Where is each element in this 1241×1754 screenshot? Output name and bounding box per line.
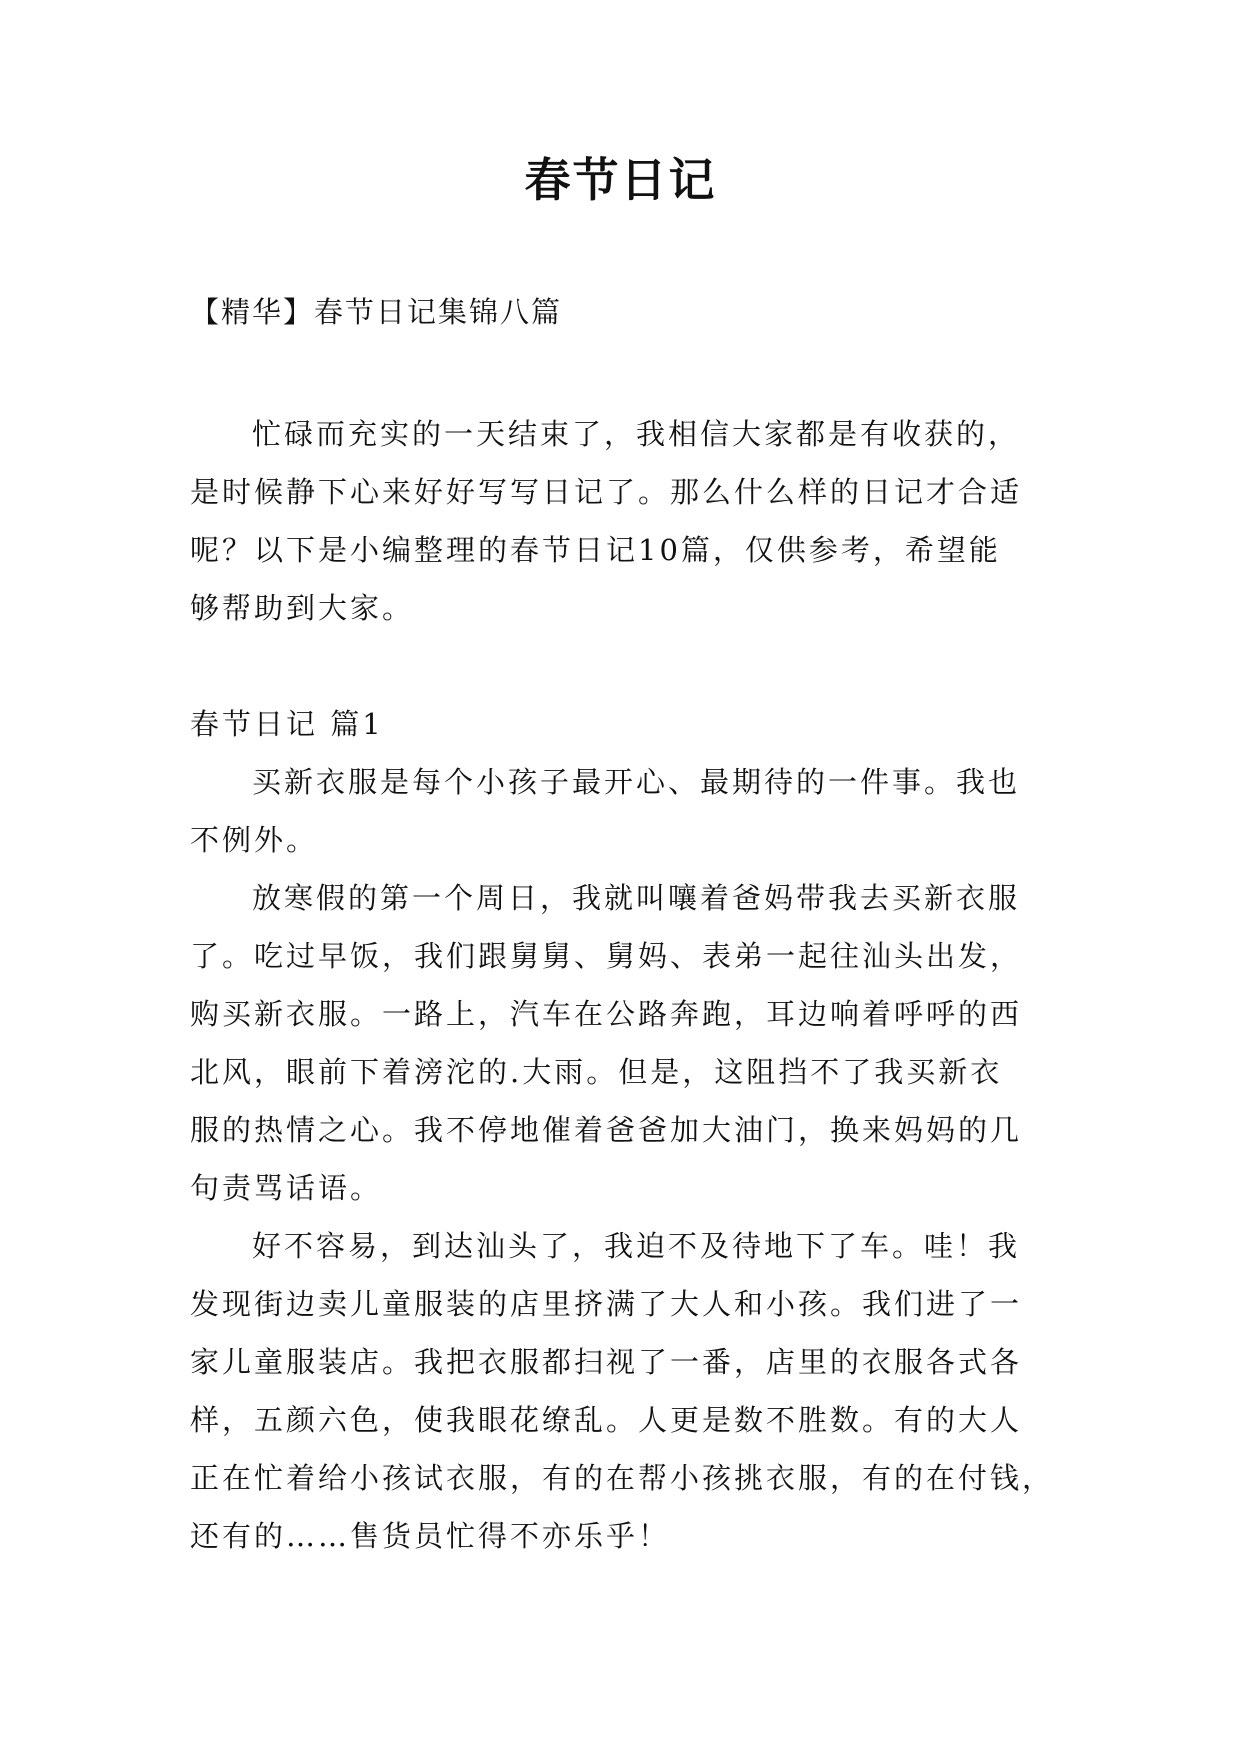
intro-paragraph — [190, 405, 1060, 637]
paragraph-line: 好不容易，到达汕头了，我迫不及待地下了车。哇！我 — [252, 1229, 1021, 1263]
paragraph-line: 购买新衣服。一路上，汽车在公路奔跑，耳边响着呼呼的西 — [190, 997, 1023, 1031]
document-subtitle: 【精华】春节日记集锦八篇 — [190, 295, 563, 329]
paragraph-line: 放寒假的第一个周日，我就叫嚷着爸妈带我去买新衣服 — [252, 881, 1021, 915]
paragraph — [190, 869, 1060, 1217]
paragraph-line: 服的热情之心。我不停地催着爸爸加大油门，换来妈妈的几 — [190, 1113, 1023, 1147]
intro-line: 是时候静下心来好好写写日记了。那么什么样的日记才合适 — [190, 475, 1023, 509]
paragraph-line: 句责骂话语。 — [190, 1171, 383, 1205]
paragraph — [190, 1217, 1060, 1565]
paragraph-line: 正在忙着给小孩试衣服，有的在帮小孩挑衣服，有的在付钱， — [190, 1461, 1055, 1495]
paragraph — [190, 753, 1060, 869]
section-heading: 春节日记 篇1 — [190, 707, 384, 741]
paragraph-line: 了。吃过早饭，我们跟舅舅、舅妈、表弟一起往汕头出发， — [190, 939, 1023, 973]
paragraph-line: 发现街边卖儿童服装的店里挤满了大人和小孩。我们进了一 — [190, 1287, 1023, 1321]
intro-line: 呢？以下是小编整理的春节日记10篇，仅供参考，希望能 — [190, 533, 1001, 567]
paragraph-line: 北风，眼前下着滂沱的.大雨。但是，这阻挡不了我买新衣 — [190, 1055, 1003, 1089]
section-1 — [190, 695, 1060, 1565]
paragraph-line: 不例外。 — [190, 823, 319, 857]
paragraph-line: 还有的……售货员忙得不亦乐乎！ — [190, 1519, 671, 1553]
intro-line: 够帮助到大家。 — [190, 591, 415, 625]
paragraph-line: 买新衣服是每个小孩子最开心、最期待的一件事。我也 — [252, 765, 1021, 799]
document-title: 春节日记 — [524, 153, 717, 207]
intro-line: 忙碌而充实的一天结束了，我相信大家都是有收获的， — [252, 417, 1021, 451]
paragraph-line: 样，五颜六色，使我眼花缭乱。人更是数不胜数。有的大人 — [190, 1403, 1023, 1437]
paragraph-line: 家儿童服装店。我把衣服都扫视了一番，店里的衣服各式各 — [190, 1345, 1023, 1379]
